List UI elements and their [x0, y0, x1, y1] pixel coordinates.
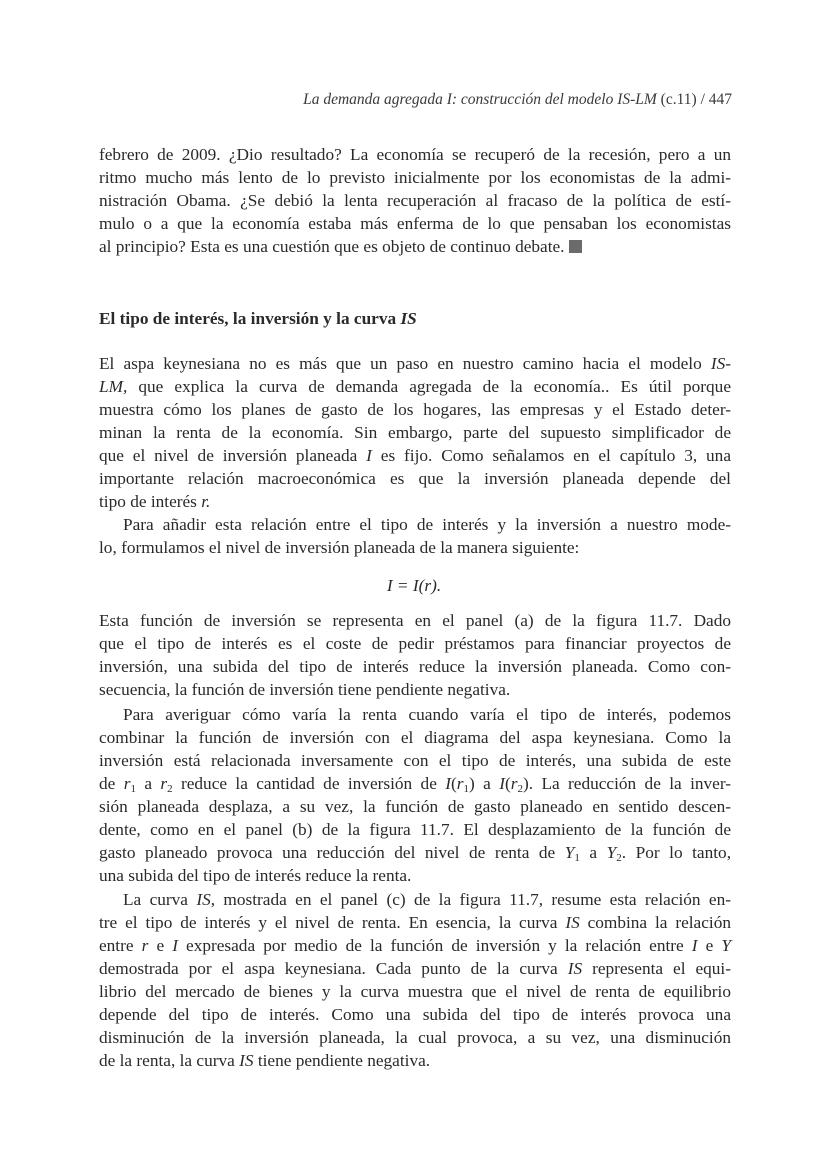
- math-var: IS: [567, 959, 583, 978]
- text-line: una subida del tipo de interés reduce la renta.: [99, 866, 412, 885]
- math-var: IS: [565, 913, 580, 932]
- text-line: nistración Obama. ¿Se debió la lenta recuperación al fracaso de la política de estí-: [99, 191, 731, 210]
- math-var: r: [456, 774, 464, 793]
- text-span: . Por lo tanto,: [621, 843, 732, 862]
- text-line: [99, 236, 731, 258]
- subscript: 2: [616, 852, 622, 864]
- text-line: [99, 376, 731, 398]
- text-line: lo, formulamos el nivel de inversión planeada de la manera siguiente:: [99, 538, 580, 557]
- text-span: a: [474, 774, 500, 793]
- math-var: IS: [196, 890, 211, 909]
- text-line: Para averiguar cómo varía la renta cuando varía el tipo de interés, podemos: [123, 705, 731, 724]
- text-line: secuencia, la función de inversión tiene pendiente negativa.: [99, 680, 511, 699]
- text-line: sión planeada desplaza, a su vez, la función de gasto planeado en sentido descen-: [99, 797, 731, 816]
- text-span: La curva: [123, 890, 197, 909]
- text-line: mulo o a que la economía estaba más enferma de lo que pensaban los economistas: [99, 214, 731, 233]
- text-span: al principio? Esta es una cuestión que es objeto de continuo debate.: [99, 237, 565, 256]
- text-line: minan la renta de la economía. Sin embargo, parte del supuesto simplificador de: [99, 423, 731, 442]
- heading-text: El tipo de interés, la inversión y la curva: [99, 309, 401, 328]
- text-line: inversión, una subida del tipo de interés reduce la inversión planeada. Como con-: [99, 657, 731, 676]
- text-line: Para añadir esta relación entre el tipo de interés y la inversión a nuestro mode-: [123, 515, 731, 534]
- math-var: Y: [606, 843, 617, 862]
- text-line: ritmo mucho más lento de lo previsto inicialmente por los economistas de la admi-: [99, 168, 731, 187]
- text-line: [99, 491, 731, 513]
- italic-span: I: [366, 446, 372, 465]
- math-var: r: [510, 774, 518, 793]
- text-span: representa el equi-: [582, 959, 731, 978]
- subscript: 1: [574, 852, 580, 864]
- math-var: IS: [239, 1051, 254, 1070]
- heading-italic: IS: [400, 309, 417, 328]
- text-span: tiene pendiente negativa.: [253, 1051, 431, 1070]
- header-separator: /: [700, 91, 705, 108]
- text-span: a: [135, 774, 161, 793]
- text-line: muestra cómo los planes de gasto de los hogares, las empresas y el Estado deter-: [99, 400, 731, 419]
- text-span: tre el tipo de interés y el nivel de renta. En esencia, la curva: [99, 913, 566, 932]
- math-var: I: [499, 774, 505, 793]
- text-line: depende del tipo de interés. Como una subida del tipo de interés provoca una: [99, 1005, 731, 1024]
- text-line: [99, 1050, 731, 1072]
- text-line: de $r_1$ a $r_2$ reduce la cantidad de inversión de $I(r_1)$ a $I(r_2)$. La reducción de la inver-: [99, 774, 732, 795]
- text-span: de la renta, la curva: [99, 1051, 240, 1070]
- text-line: combinar la función de inversión con el diagrama del aspa keynesiana. Como la: [99, 728, 731, 747]
- text-line: librio del mercado de bienes y la curva muestra que el nivel de renta de equilibrio: [99, 982, 731, 1001]
- text-span: . La reducción de la inver-: [528, 774, 732, 793]
- italic-span: LM,: [99, 377, 128, 396]
- text-line: [99, 445, 731, 467]
- math-var: Y: [564, 843, 575, 862]
- math-var: I: [691, 936, 698, 955]
- running-title: La demanda agregada I: construcción del modelo IS-LM: [303, 91, 657, 108]
- math-var: Y: [721, 936, 731, 955]
- text-span: demostrada por el aspa keynesiana. Cada punto de la curva: [99, 959, 568, 978]
- text-line: que el tipo de interés es el coste de pedir préstamos para financiar proyectos de: [99, 634, 731, 653]
- text-span: de: [99, 774, 124, 793]
- subscript: 2: [517, 783, 523, 795]
- text-line: importante relación macroeconómica es que la inversión planeada depende del: [99, 469, 731, 488]
- investment-formula: I = I(r).: [386, 576, 442, 595]
- text-span: reduce la cantidad de inversión de: [172, 774, 446, 793]
- text-span: combina la relación: [579, 913, 731, 932]
- subscript: 1: [130, 783, 136, 795]
- section-heading: [99, 309, 417, 329]
- text-span: , mostrada en el panel (c) de la figura 11.7, resume esta relación en-: [210, 890, 731, 909]
- text-span: que el nivel de inversión planeada: [99, 446, 367, 465]
- page-number: 447: [708, 91, 732, 108]
- subscript: 2: [167, 783, 173, 795]
- text-span: gasto planeado provoca una reducción del nivel de renta de: [99, 843, 565, 862]
- text-span: es fijo. Como señalamos en el capítulo 3, una: [371, 446, 731, 465]
- math-var: I: [445, 774, 452, 793]
- italic-span: IS-: [710, 354, 731, 373]
- square-end-mark-icon: [569, 240, 582, 253]
- text-line: dente, como en el panel (b) de la figura 11.7. El desplazamiento de la función de: [99, 820, 731, 839]
- math-var: r: [160, 774, 168, 793]
- running-header: [303, 91, 732, 109]
- text-span: e: [697, 936, 722, 955]
- text-span: e: [148, 936, 173, 955]
- text-span: El aspa keynesiana no es más que un paso en nuestro camino hacia el modelo: [99, 354, 711, 373]
- subscript: 1: [463, 783, 470, 795]
- text-span: tipo de interés: [99, 492, 202, 511]
- text-span: expresada por medio de la función de inversión y la relación entre: [177, 936, 692, 955]
- math-var: I: [172, 936, 178, 955]
- text-line: [99, 889, 731, 911]
- text-span: que explica la curva de demanda agregada de la economía.. Es útil porque: [127, 377, 731, 396]
- math-var: r: [141, 936, 149, 955]
- text-line: Esta función de inversión se representa en el panel (a) de la figura 11.7. Dado: [99, 611, 731, 630]
- text-line: [99, 912, 731, 934]
- chapter-ref: (c.11): [660, 91, 697, 108]
- math-var: r: [123, 774, 131, 793]
- text-span: a: [579, 843, 607, 862]
- text-line: disminución de la inversión planeada, la cual provoca, a su vez, una disminución: [99, 1028, 731, 1047]
- italic-span: r.: [201, 492, 211, 511]
- text-line: [99, 353, 731, 375]
- text-line: inversión está relacionada inversamente con el tipo de interés, una subida de este: [99, 751, 731, 770]
- text-line: [99, 958, 731, 980]
- text-line: febrero de 2009. ¿Dio resultado? La economía se recuperó de la recesión, pero a un: [99, 145, 731, 164]
- text-span: entre: [99, 936, 142, 955]
- text-line: [99, 935, 731, 957]
